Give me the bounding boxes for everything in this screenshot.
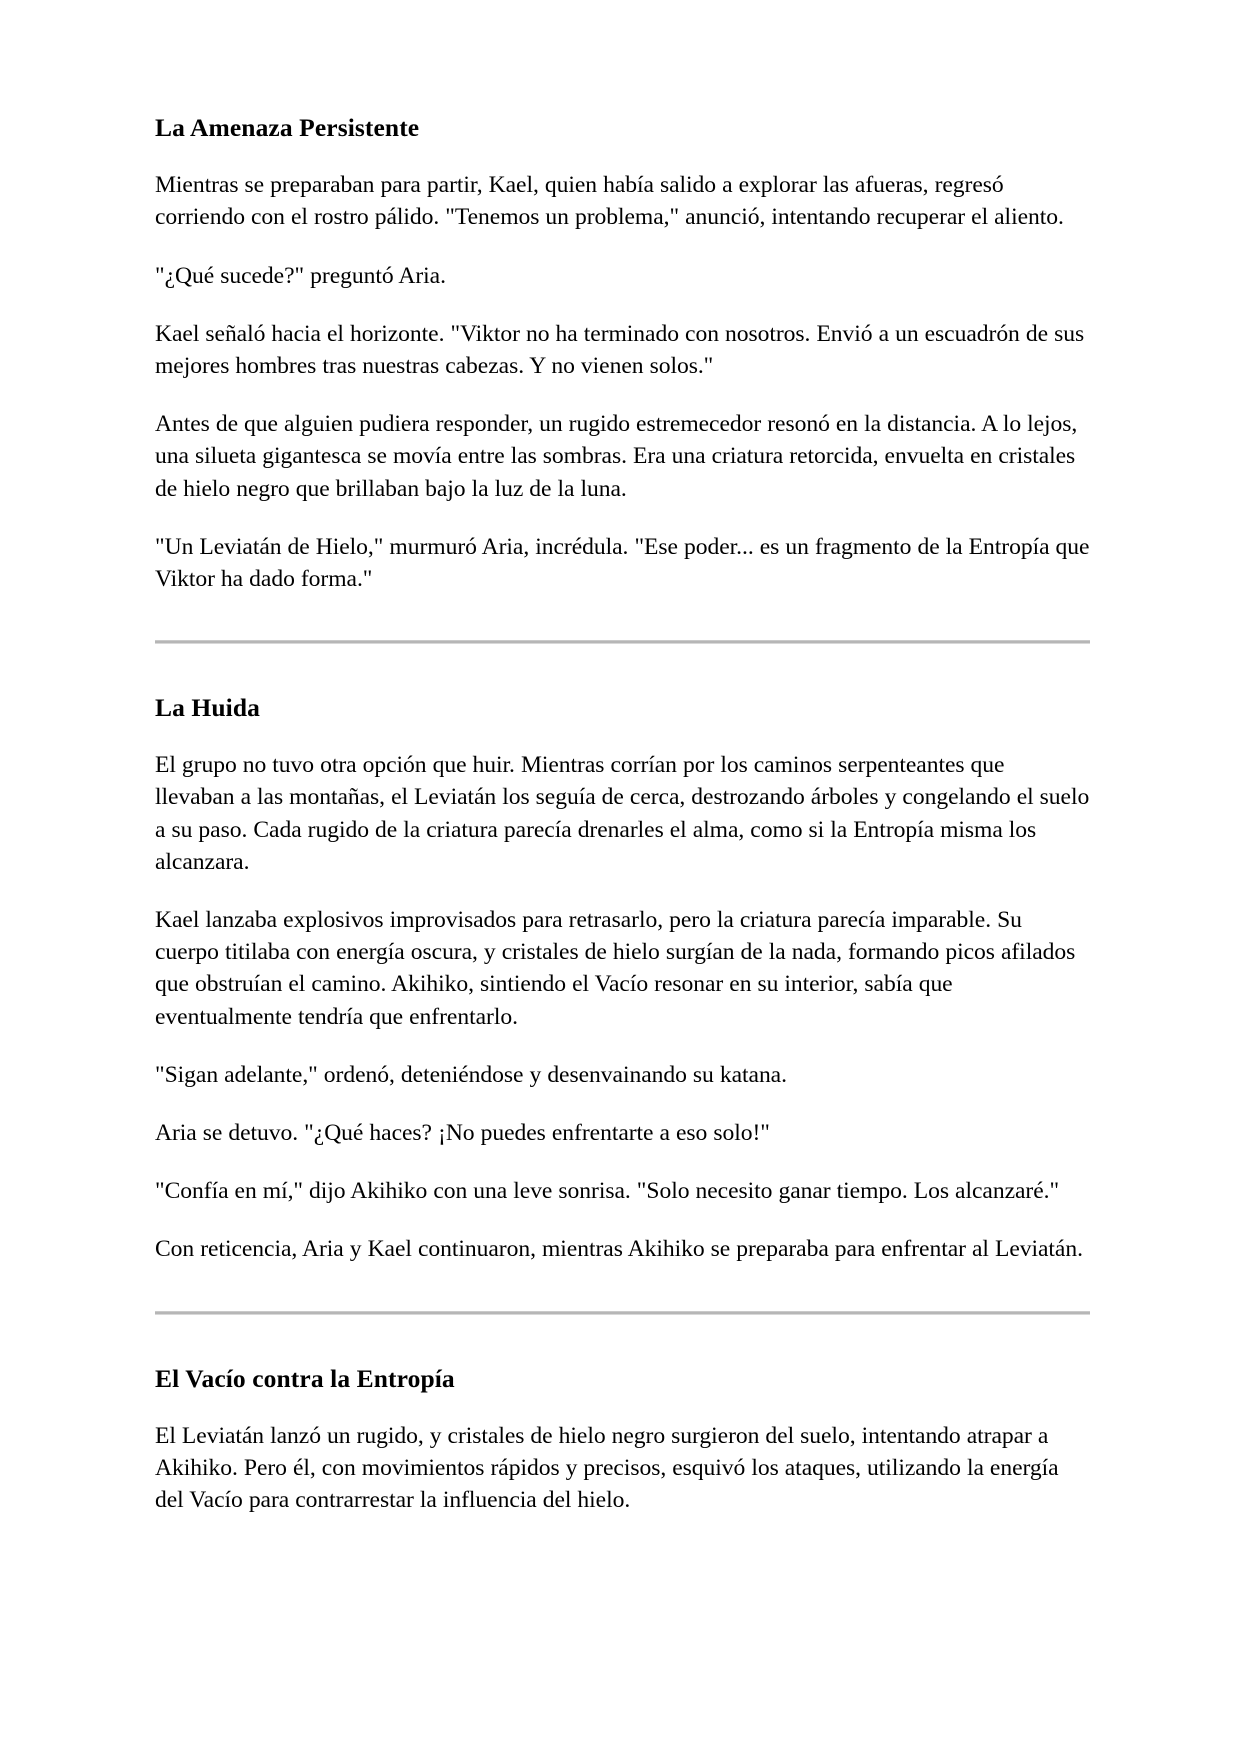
section-la-huida — [155, 692, 1090, 1266]
section-heading: La Huida — [155, 693, 260, 723]
paragraph: El grupo no tuvo otra opción que huir. Mientras corrían por los caminos serpenteantes que llevaban a las montañas, el Leviatán los seguía de cerca, destrozando árboles y congelando el suelo a su paso. Cada rugido de la criatura parecía drenarles el alma, como si la Entropía misma los alcanzara. — [155, 752, 1090, 875]
paragraph: "Confía en mí," dijo Akihiko con una leve sonrisa. "Solo necesito ganar tiempo. Los alcanzaré." — [155, 1178, 1060, 1205]
paragraph: Antes de que alguien pudiera responder, un rugido estremecedor resonó en la distancia. A lo lejos, una silueta gigantesca se movía entre las sombras. Era una criatura retorcida, envuelta en cristales de hielo negro que brillaban bajo la luz de la luna. — [155, 411, 1078, 502]
section-heading: La Amenaza Persistente — [155, 113, 420, 142]
paragraph: "Un Leviatán de Hielo," murmuró Aria, incrédula. "Ese poder... es un fragmento de la Entropía que Viktor ha dado forma." — [155, 533, 1090, 592]
paragraph: Aria se detuvo. "¿Qué haces? ¡No puedes enfrentarte a eso solo!" — [155, 1120, 770, 1147]
paragraph: Kael señaló hacia el horizonte. "Viktor no ha terminado con nosotros. Envió a un escuadrón de sus mejores hombres tras nuestras cabezas. Y no vienen solos." — [155, 320, 1085, 379]
section-heading: El Vacío contra la Entropía — [155, 1363, 455, 1393]
paragraph: Con reticencia, Aria y Kael continuaron, mientras Akihiko se preparaba para enfrentar al Leviatán. — [155, 1236, 1083, 1263]
paragraph: "¿Qué sucede?" preguntó Aria. — [155, 262, 446, 289]
document-body — [155, 112, 1090, 1516]
paragraph: Mientras se preparaban para partir, Kael, quien había salido a explorar las afueras, regresó corriendo con el rostro pálido. "Tenemos un problema," anunció, intentando recuperar el aliento. — [155, 172, 1064, 231]
paragraph: Kael lanzaba explosivos improvisados para retrasarlo, pero la criatura parecía imparable. Su cuerpo titilaba con energía oscura, y cristales de hielo surgían de la nada, formando picos afilados que obstruían el camino. Akihiko, sintiendo el Vacío resonar en su interior, sabía que eventualmente tendría que enfrentarlo. — [155, 907, 1076, 1030]
section-divider — [155, 1311, 1090, 1315]
section-la-amenaza-persistente — [155, 112, 1090, 595]
paragraph: "Sigan adelante," ordenó, deteniéndose y desenvainando su katana. — [155, 1061, 787, 1088]
paragraph: El Leviatán lanzó un rugido, y cristales de hielo negro surgieron del suelo, intentando atrapar a Akihiko. Pero él, con movimientos rápidos y precisos, esquivó los ataques, utilizando la energía del Vacío para contrarrestar la influencia del hielo. — [155, 1422, 1059, 1514]
section-divider — [155, 640, 1090, 644]
section-el-vacio-contra-la-entropia — [155, 1363, 1090, 1517]
